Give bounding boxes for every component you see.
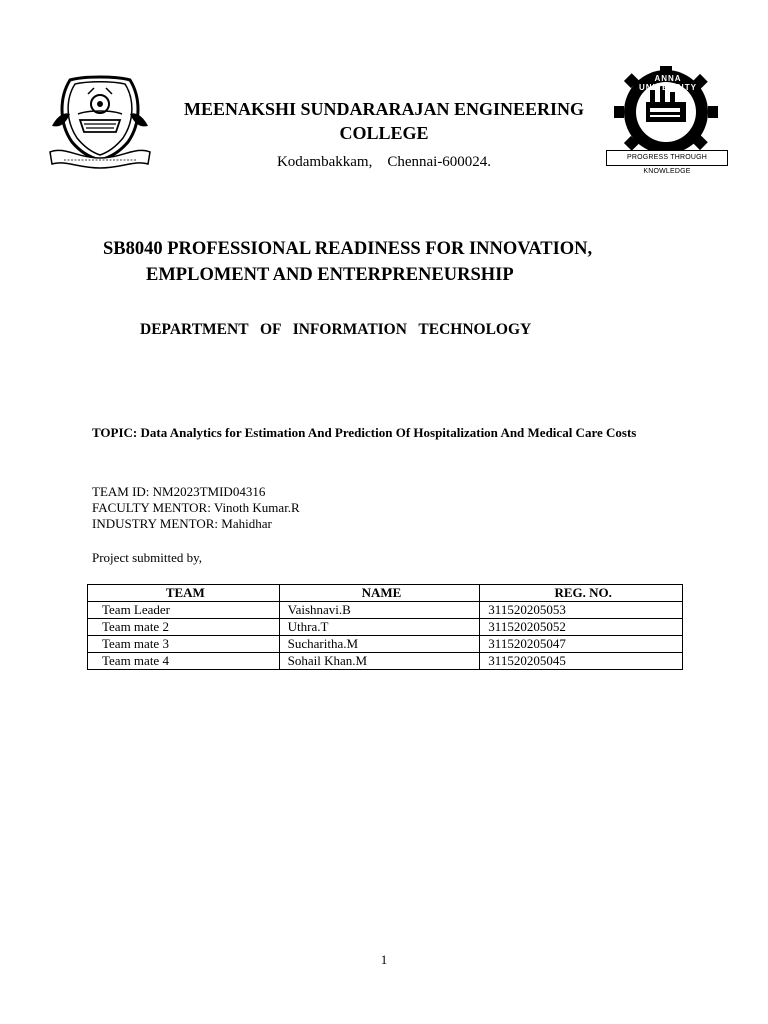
table-row xyxy=(88,653,683,670)
project-topic: TOPIC: Data Analytics for Estimation And Prediction Of Hospitalization And Medical Care Costs xyxy=(92,425,637,440)
submitted-by-label: Project submitted by, xyxy=(92,550,203,565)
table-header-cell: TEAM xyxy=(88,585,280,602)
course-title xyxy=(103,236,703,288)
table-cell-name: Sohail Khan.M xyxy=(279,653,480,670)
course-title-line1: SB8040 PROFESSIONAL READINESS FOR INNOVATION, xyxy=(103,239,593,259)
table-header-cell: REG. NO. xyxy=(480,585,683,602)
table-cell-reg-no: 311520205053 xyxy=(480,602,683,619)
table-cell-role: Team mate 2 xyxy=(88,619,280,636)
faculty-mentor: FACULTY MENTOR: Vinoth Kumar.R xyxy=(92,500,300,515)
team-table xyxy=(87,584,683,670)
table-header-cell: NAME xyxy=(279,585,480,602)
team-info xyxy=(92,484,692,532)
table-cell-name: Sucharitha.M xyxy=(279,636,480,653)
college-address: Kodambakkam, Chennai-600024. xyxy=(276,154,492,170)
college-name: MEENAKSHI SUNDARARAJAN ENGINEERING COLLEGE xyxy=(183,99,585,143)
table-cell-name: Uthra.T xyxy=(279,619,480,636)
university-arc-text: ANNA UNIVERSITY xyxy=(638,74,697,92)
industry-mentor: INDUSTRY MENTOR: Mahidhar xyxy=(92,516,272,531)
page-number: 1 xyxy=(380,952,388,967)
course-title-line2: EMPLOMENT AND ENTERPRENEURSHIP xyxy=(146,265,514,285)
table-cell-reg-no: 311520205047 xyxy=(480,636,683,653)
crest-icon xyxy=(44,74,156,170)
table-cell-role: Team mate 3 xyxy=(88,636,280,653)
table-cell-role: Team mate 4 xyxy=(88,653,280,670)
table-cell-name: Vaishnavi.B xyxy=(279,602,480,619)
department-heading: DEPARTMENT OF INFORMATION TECHNOLOGY xyxy=(140,321,532,338)
university-motto-banner: PROGRESS THROUGH KNOWLEDGE xyxy=(606,150,728,166)
table-row xyxy=(88,636,683,653)
table-cell-role: Team Leader xyxy=(88,602,280,619)
college-crest-logo xyxy=(44,74,156,170)
table-row xyxy=(88,602,683,619)
table-cell-reg-no: 311520205052 xyxy=(480,619,683,636)
team-id: TEAM ID: NM2023TMID04316 xyxy=(92,484,266,499)
table-header-row xyxy=(88,585,683,602)
table-cell-reg-no: 311520205045 xyxy=(480,653,683,670)
table-row xyxy=(88,619,683,636)
